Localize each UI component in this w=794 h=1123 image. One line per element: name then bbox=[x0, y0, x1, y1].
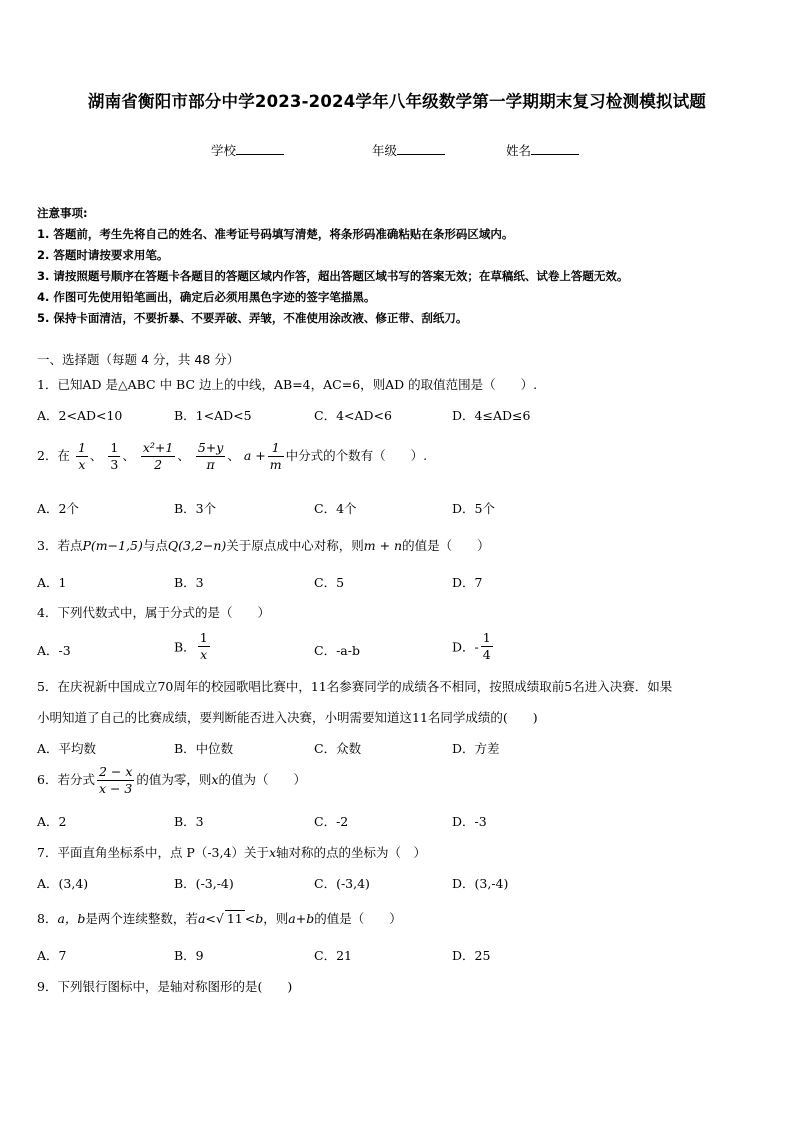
option-c: C．‐2 bbox=[314, 814, 349, 829]
grade-blank bbox=[397, 142, 445, 155]
option-a: A．2个 bbox=[37, 501, 79, 516]
option-c: C．5 bbox=[314, 575, 345, 590]
option-b: B．3 bbox=[174, 575, 204, 590]
question-5-line-2: 小明知道了自己的比赛成绩，要判断能否进入决赛，小明需要知道这11名同学成绩的( ) bbox=[37, 710, 538, 725]
option-d: D．‐ $\frac{1}{4}$ bbox=[452, 630, 491, 662]
question-9: 9．下列银行图标中，是轴对称图形的是( ) bbox=[37, 979, 293, 994]
q2-suffix: 中分式的个数有（ ）. bbox=[285, 448, 428, 463]
sqrt-sign: √ bbox=[215, 911, 224, 926]
school-field bbox=[211, 141, 284, 159]
notice-item: 2. 答题时请按要求用笔。 bbox=[37, 248, 169, 262]
name-label: 姓名 bbox=[506, 143, 532, 158]
option-b: B．中位数 bbox=[174, 741, 234, 756]
notice-item: 4. 作图可先使用铅笔画出，确定后必须用黑色字迹的签字笔描黑。 bbox=[37, 290, 376, 304]
question-2: 2．在 $\frac{1}{x}$ 、 $\frac{1}{3}$ 、 $\frac{\text{x²+1}}{2}$ 、 $\frac{5+y}{\pi}$ 、 a + $\frac{1}{m}$ 中分式的个数有（ ）. bbox=[37, 440, 428, 472]
option-b: B．(-3,-4) bbox=[174, 876, 234, 891]
option-a: A．(3,4) bbox=[37, 876, 89, 891]
question-3: 3．若点P(m−1,5)与点Q(3,2−n)关于原点成中心对称，则m + n的值是（ ） bbox=[37, 538, 490, 553]
section-heading: 一、选择题（每题 4 分，共 48 分） bbox=[37, 352, 240, 367]
option-d: D．7 bbox=[452, 575, 483, 590]
question-5-line-1: 5．在庆祝新中国成立70周年的校园歌唱比赛中，11名参赛同学的成绩各不相同，按照成绩取前5名进入决赛．如果 bbox=[37, 679, 673, 694]
fraction: $\frac{1}{x}$ bbox=[77, 440, 86, 472]
question-1: 1．已知AD 是△ABC 中 BC 边上的中线，AB=4，AC=6，则AD 的取值范围是（ ）. bbox=[37, 377, 538, 392]
option-c: C．‐a‐b bbox=[314, 643, 360, 658]
question-4: 4．下列代数式中，属于分式的是（ ） bbox=[37, 605, 270, 620]
option-d: D．(3,-4) bbox=[452, 876, 509, 891]
school-label: 学校 bbox=[211, 143, 237, 158]
option-a: A．2 bbox=[37, 814, 67, 829]
name-field bbox=[506, 141, 579, 159]
fraction: $\frac{1}{4}$ bbox=[482, 630, 491, 662]
q2-prefix: 2．在 bbox=[37, 448, 70, 463]
name-blank bbox=[531, 142, 579, 155]
option-b: B．1<AD<5 bbox=[174, 408, 252, 423]
option-c: C．众数 bbox=[314, 741, 362, 756]
sqrt-radicand: 11 bbox=[226, 911, 243, 926]
notice-item: 3. 请按照题号顺序在答题卡各题目的答题区域内作答，超出答题区域书写的答案无效；在草稿纸、试卷上答题无效。 bbox=[37, 269, 629, 283]
q2-expr: a + bbox=[243, 448, 266, 463]
fraction: $\frac{\text{x²+1}}{2}$ bbox=[142, 440, 174, 472]
point-q: Q(3,2−n) bbox=[167, 538, 227, 553]
option-b: B． $\frac{1}{x}$ bbox=[174, 630, 208, 662]
fraction: $\frac{5+y}{\pi}$ bbox=[197, 440, 224, 472]
option-b: B．3 bbox=[174, 814, 204, 829]
option-d: D．方差 bbox=[452, 741, 500, 756]
fraction: $\frac{1}{x}$ bbox=[199, 630, 208, 662]
fraction: $\frac{1}{m}$ bbox=[269, 440, 282, 472]
option-a: A．平均数 bbox=[37, 741, 97, 756]
option-c: C．21 bbox=[314, 948, 352, 963]
point-p: P(m−1,5) bbox=[82, 538, 143, 553]
option-a: A．2<AD<10 bbox=[37, 408, 123, 423]
notice-item: 5. 保持卡面清洁，不要折暴、不要弄破、弄皱，不准使用涂改液、修正带、刮纸刀。 bbox=[37, 311, 468, 325]
notice-item: 1. 答题前，考生先将自己的姓名、准考证号码填写清楚，将条形码准确粘贴在条形码区域内。 bbox=[37, 227, 514, 241]
notice-heading: 注意事项: bbox=[37, 206, 88, 220]
option-d: D．5个 bbox=[452, 501, 495, 516]
page-title: 湖南省衡阳市部分中学2023-2024学年八年级数学第一学期期末复习检测模拟试题 bbox=[87, 92, 707, 111]
grade-field bbox=[372, 141, 445, 159]
question-6: 6．若分式 $\frac{2 - x}{x - 3}$ 的值为零，则x的值为（ ） bbox=[37, 764, 306, 796]
option-b: B．3个 bbox=[174, 501, 217, 516]
grade-label: 年级 bbox=[372, 143, 398, 158]
option-b: B．9 bbox=[174, 948, 204, 963]
question-7: 7．平面直角坐标系中，点 P（-3,4）关于x轴对称的点的坐标为（ ） bbox=[37, 845, 427, 860]
option-d: D．25 bbox=[452, 948, 491, 963]
option-a: A．‐3 bbox=[37, 643, 71, 658]
option-c: C．4个 bbox=[314, 501, 357, 516]
question-8: 8．a，b是两个连续整数，若a<√ 11 <b，则a+b的值是（ ） bbox=[37, 911, 402, 926]
option-d: D．4≤AD≤6 bbox=[452, 408, 531, 423]
notice-block bbox=[37, 203, 777, 329]
option-a: A．7 bbox=[37, 948, 67, 963]
fraction: $\frac{2 - x}{x - 3}$ bbox=[98, 764, 133, 796]
option-c: C．(-3,4) bbox=[314, 876, 370, 891]
option-d: D．‐3 bbox=[452, 814, 487, 829]
school-blank bbox=[236, 142, 284, 155]
option-c: C．4<AD<6 bbox=[314, 408, 392, 423]
fraction: $\frac{1}{3}$ bbox=[110, 440, 119, 472]
option-a: A．1 bbox=[37, 575, 67, 590]
